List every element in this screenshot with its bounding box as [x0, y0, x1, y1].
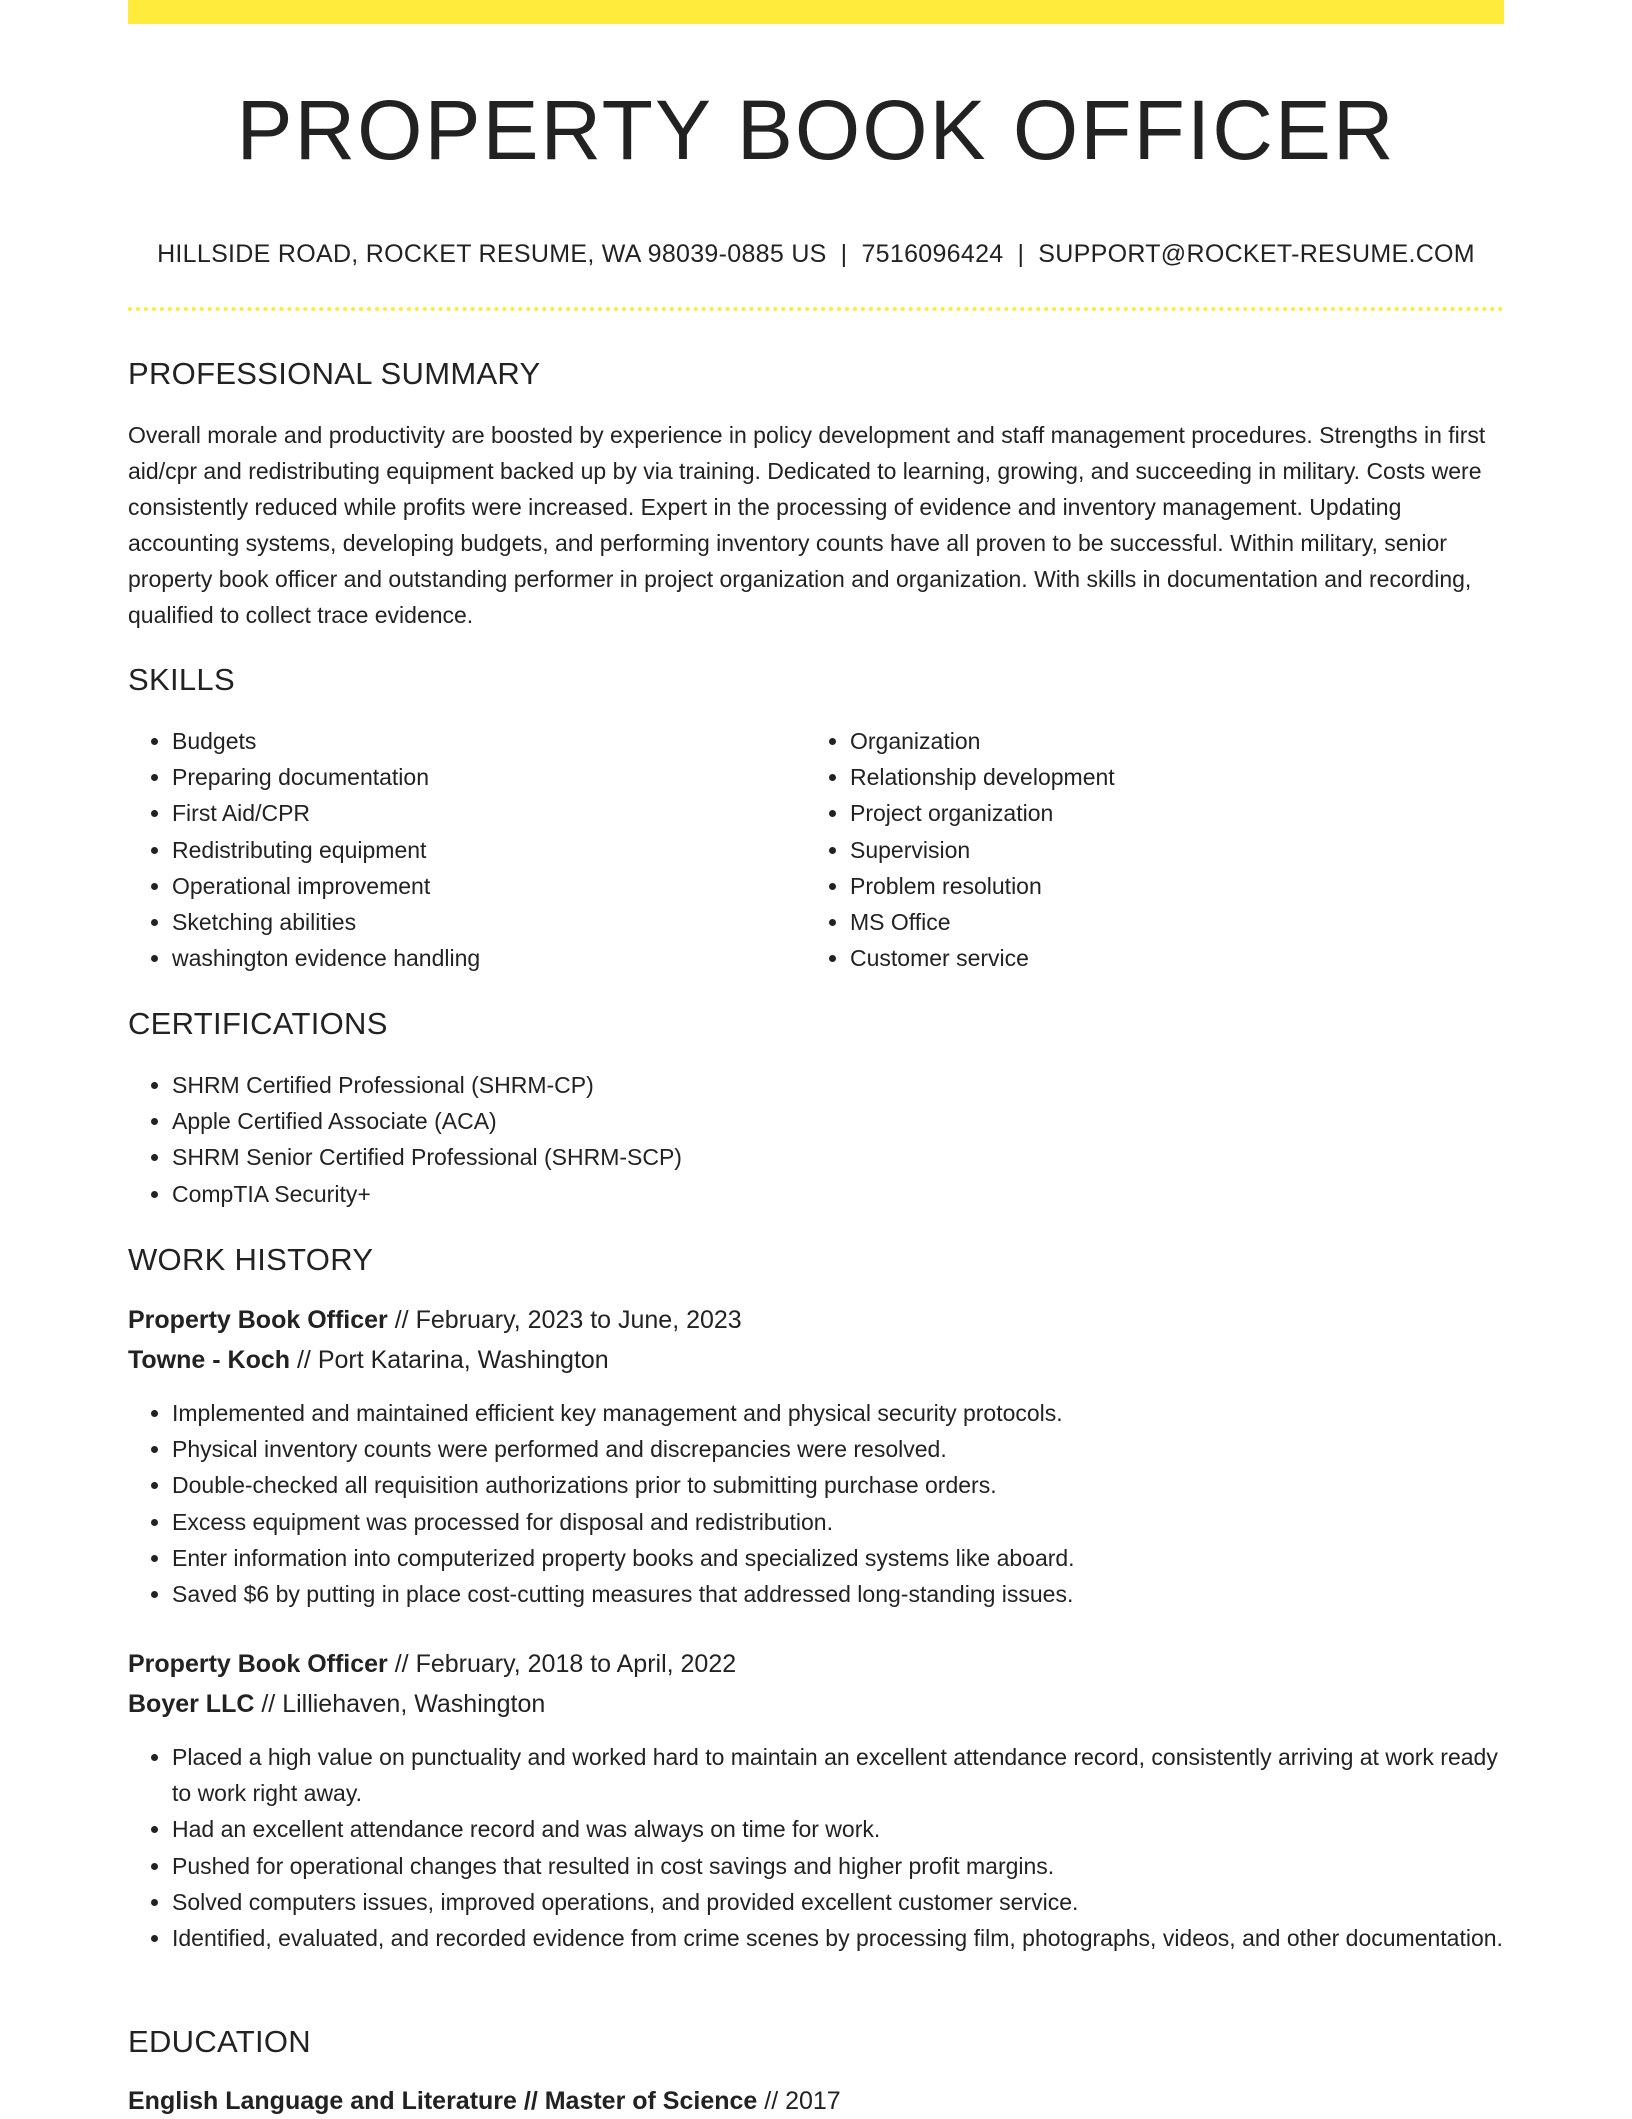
certifications-heading: CERTIFICATIONS: [128, 1006, 388, 1041]
job-bullet-list: [128, 1395, 1504, 1612]
job-dates: // February, 2023 to June, 2023: [387, 1306, 742, 1334]
job-bullet: • Pushed for operational changes that resulted in cost savings and higher profit margins.: [172, 1848, 1504, 1884]
skill-item: • Organization: [850, 723, 1466, 759]
job-dates: // February, 2018 to April, 2022: [387, 1650, 737, 1678]
job-title-line: [128, 1646, 736, 1682]
contact-line: [128, 236, 1504, 272]
certifications-section: [128, 1067, 1504, 1212]
page-title: PROPERTY BOOK OFFICER: [236, 83, 1396, 177]
dotted-divider: [128, 307, 1504, 311]
job-bullet: • Solved computers issues, improved operations, and provided excellent customer service.: [172, 1884, 1504, 1920]
skill-item: • Preparing documentation: [172, 759, 788, 795]
job-bullet: • Double-checked all requisition authorizations prior to submitting purchase orders.: [172, 1467, 1504, 1503]
skill-item: • washington evidence handling: [172, 940, 788, 976]
job-bullet: • Placed a high value on punctuality and worked hard to maintain an excellent attendance record, consistently arriving at work ready to work right away.: [172, 1739, 1504, 1811]
contact-email: SUPPORT@ROCKET-RESUME.COM: [1038, 240, 1475, 268]
education-line: [128, 2083, 841, 2119]
job-bullet: • Had an excellent attendance record and was always on time for work.: [172, 1811, 1504, 1847]
job-bullet-list: [128, 1739, 1504, 1956]
skill-item: • Project organization: [850, 795, 1466, 831]
job-bullet: • Implemented and maintained efficient key management and physical security protocols.: [172, 1395, 1504, 1431]
job-bullet: • Saved $6 by putting in place cost-cutting measures that addressed long-standing issues.: [172, 1576, 1504, 1612]
contact-phone: 7516096424: [861, 240, 1004, 268]
summary-text: Overall morale and productivity are boosted by experience in policy development and staff management procedures. Strengths in first aid/cpr and redistributing equipment backed up by via training. Dedicated to learning, growing, and succeeding in military. Costs were consistently reduced while profits were increased. Expert in the processing of evidence and inventory management. Updating accounting systems, developing budgets, and performing inventory counts have all proven to be successful. Within military, senior property book officer and outstanding performer in project organization and organization. With skills in documentation and recording, qualified to collect trace evidence.: [128, 422, 1486, 628]
contact-address: HILLSIDE ROAD, ROCKET RESUME, WA 98039-0885 US: [157, 240, 827, 268]
skills-list-left: [128, 723, 788, 976]
skill-item: • Supervision: [850, 832, 1466, 868]
job-company: Boyer LLC: [128, 1690, 255, 1718]
job-company-line: [128, 1342, 609, 1378]
skills-column-left: [128, 723, 788, 976]
skill-item: • Redistributing equipment: [172, 832, 788, 868]
accent-bar: [128, 0, 1504, 24]
job-location: // Port Katarina, Washington: [290, 1346, 609, 1374]
contact-separator: |: [1017, 240, 1025, 268]
job-bullet: • Identified, evaluated, and recorded evidence from crime scenes by processing film, photographs, videos, and other documentation.: [172, 1920, 1504, 1956]
job-company-line: [128, 1686, 545, 1722]
certification-item: • CompTIA Security+: [172, 1176, 1504, 1212]
job-bullet: • Excess equipment was processed for disposal and redistribution.: [172, 1504, 1504, 1540]
job-bullets: [128, 1395, 1504, 1612]
education-heading: EDUCATION: [128, 2024, 311, 2059]
skill-item: • Customer service: [850, 940, 1466, 976]
skill-item: • Operational improvement: [172, 868, 788, 904]
job-bullets: [128, 1739, 1504, 1956]
job-title-line: [128, 1302, 742, 1338]
skill-item: • Sketching abilities: [172, 904, 788, 940]
education-year: // 2017: [757, 2087, 841, 2115]
skill-item: • First Aid/CPR: [172, 795, 788, 831]
certification-item: • Apple Certified Associate (ACA): [172, 1103, 1504, 1139]
skill-item: • Relationship development: [850, 759, 1466, 795]
job-company: Towne - Koch: [128, 1346, 291, 1374]
summary-heading: PROFESSIONAL SUMMARY: [128, 356, 541, 391]
certification-item: • SHRM Senior Certified Professional (SHRM-SCP): [172, 1139, 1504, 1175]
resume-page: [128, 0, 1504, 2115]
certifications-list: [128, 1067, 1504, 1212]
job-location: // Lilliehaven, Washington: [254, 1690, 546, 1718]
skill-item: • MS Office: [850, 904, 1466, 940]
job-bullet: • Physical inventory counts were performed and discrepancies were resolved.: [172, 1431, 1504, 1467]
skills-list-right: [806, 723, 1466, 976]
work-history-heading: WORK HISTORY: [128, 1242, 374, 1277]
skills-column-right: [806, 723, 1466, 976]
skill-item: • Budgets: [172, 723, 788, 759]
skills-heading: SKILLS: [128, 662, 235, 697]
skill-item: • Problem resolution: [850, 868, 1466, 904]
job-role: Property Book Officer: [128, 1306, 388, 1334]
job-role: Property Book Officer: [128, 1650, 388, 1678]
job-bullet: • Enter information into computerized property books and specialized systems like aboard.: [172, 1540, 1504, 1576]
education-field: English Language and Literature // Master of Science: [128, 2087, 758, 2115]
contact-separator: |: [840, 240, 848, 268]
certification-item: • SHRM Certified Professional (SHRM-CP): [172, 1067, 1504, 1103]
